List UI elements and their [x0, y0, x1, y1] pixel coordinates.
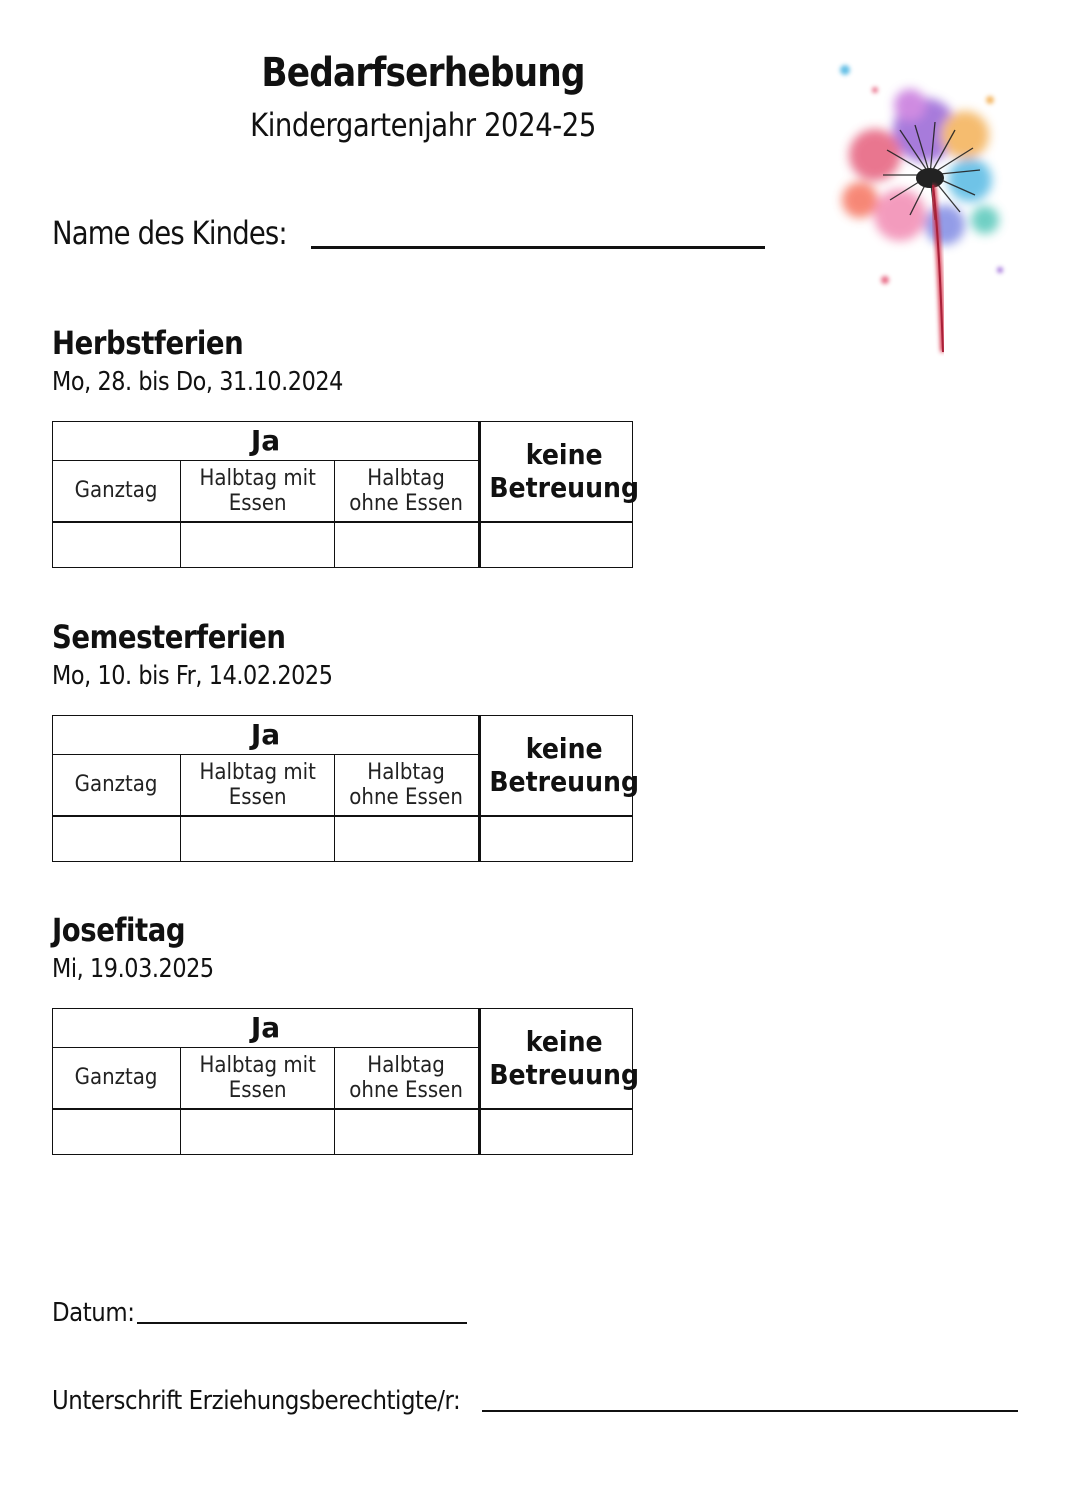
page-subtitle: Kindergartenjahr 2024-25 — [250, 106, 596, 144]
signature-label: Unterschrift Erziehungsberechtigte/r: — [52, 1386, 461, 1416]
halbtag-ohne-essen-header: Halbtag ohne Essen — [335, 755, 480, 817]
ganztag-checkbox[interactable] — [53, 522, 181, 568]
page-title: Bedarfserhebung — [261, 50, 585, 96]
halbtag-ohne-essen-checkbox[interactable] — [335, 816, 480, 862]
signature-field[interactable] — [482, 1410, 1018, 1412]
section-title: Semesterferien — [52, 618, 286, 656]
halbtag-mit-essen-header: Halbtag mit Essen — [181, 461, 335, 523]
child-name-label: Name des Kindes: — [52, 214, 287, 252]
section-date: Mi, 19.03.2025 — [52, 954, 214, 984]
halbtag-mit-essen-checkbox[interactable] — [181, 816, 335, 862]
halbtag-ohne-essen-checkbox[interactable] — [335, 1109, 480, 1155]
ganztag-checkbox[interactable] — [53, 816, 181, 862]
section-title: Josefitag — [52, 911, 186, 949]
keine-betreuung-checkbox[interactable] — [480, 816, 633, 862]
halbtag-mit-essen-checkbox[interactable] — [181, 1109, 335, 1155]
keine-betreuung-checkbox[interactable] — [480, 1109, 633, 1155]
keine-betreuung-header: keine Betreuung — [480, 1009, 633, 1110]
section-date: Mo, 10. bis Fr, 14.02.2025 — [52, 661, 333, 691]
ja-header: Ja — [53, 716, 480, 755]
ja-header: Ja — [53, 422, 480, 461]
halbtag-mit-essen-checkbox[interactable] — [181, 522, 335, 568]
ganztag-checkbox[interactable] — [53, 1109, 181, 1155]
halbtag-mit-essen-header: Halbtag mit Essen — [181, 755, 335, 817]
care-table-josefitag — [52, 1008, 640, 1155]
child-name-field[interactable] — [311, 246, 765, 249]
care-table-semesterferien — [52, 715, 640, 862]
halbtag-ohne-essen-checkbox[interactable] — [335, 522, 480, 568]
care-table-herbstferien — [52, 421, 640, 568]
ja-header: Ja — [53, 1009, 480, 1048]
date-field[interactable] — [137, 1322, 467, 1324]
section-date: Mo, 28. bis Do, 31.10.2024 — [52, 367, 343, 397]
halbtag-ohne-essen-header: Halbtag ohne Essen — [335, 461, 480, 523]
section-title: Herbstferien — [52, 324, 244, 362]
ganztag-header: Ganztag — [53, 1048, 181, 1110]
ganztag-header: Ganztag — [53, 461, 181, 523]
halbtag-mit-essen-header: Halbtag mit Essen — [181, 1048, 335, 1110]
date-label: Datum: — [52, 1298, 135, 1328]
ganztag-header: Ganztag — [53, 755, 181, 817]
keine-betreuung-header: keine Betreuung — [480, 422, 633, 523]
dandelion-watercolor-icon — [815, 40, 1015, 360]
keine-betreuung-checkbox[interactable] — [480, 522, 633, 568]
keine-betreuung-header: keine Betreuung — [480, 716, 633, 817]
halbtag-ohne-essen-header: Halbtag ohne Essen — [335, 1048, 480, 1110]
